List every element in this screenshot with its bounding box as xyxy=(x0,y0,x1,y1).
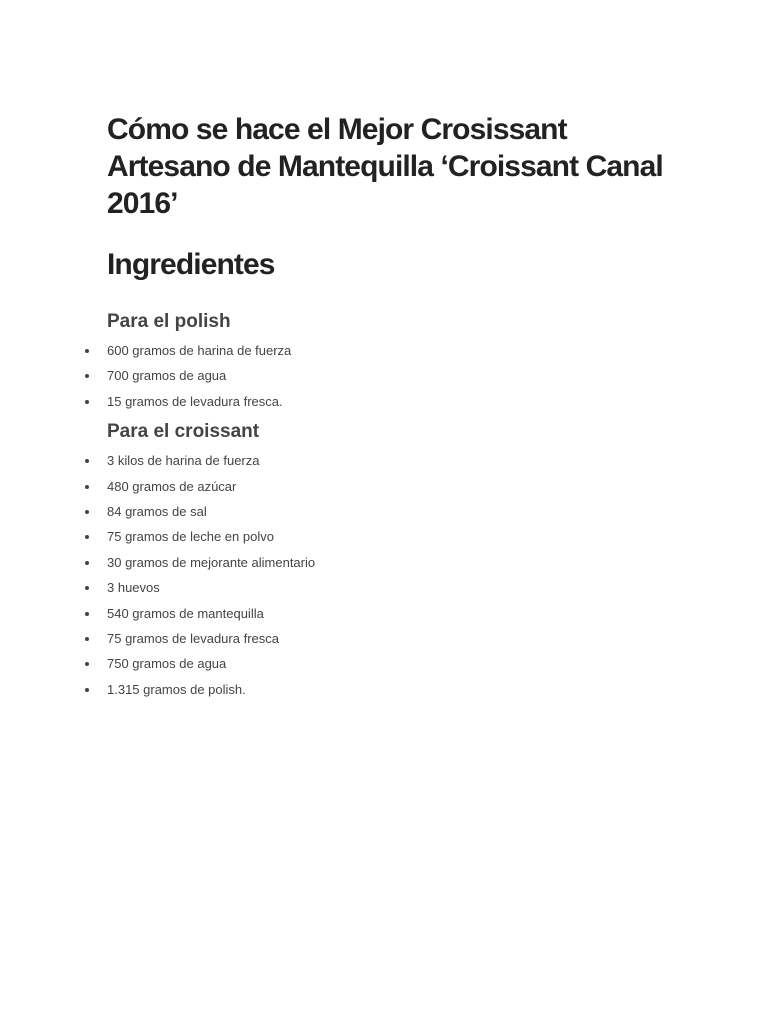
list-item: 700 gramos de agua xyxy=(107,363,667,388)
article-content xyxy=(107,111,667,702)
croissant-heading: Para el croissant xyxy=(107,421,260,443)
list-item: 30 gramos de mejorante alimentario xyxy=(107,550,667,575)
list-item: 3 kilos de harina de fuerza xyxy=(107,448,667,473)
list-item: 480 gramos de azúcar xyxy=(107,474,667,499)
page-title: Cómo se hace el Mejor Crosissant Artesano de Mantequilla ‘Croissant Canal 2016’ xyxy=(107,113,663,220)
list-item: 84 gramos de sal xyxy=(107,499,667,524)
list-item: 600 gramos de harina de fuerza xyxy=(107,338,667,363)
list-item: 3 huevos xyxy=(107,575,667,600)
ingredients-heading: Ingredientes xyxy=(107,248,275,281)
list-item: 1.315 gramos de polish. xyxy=(107,677,667,702)
list-item: 75 gramos de levadura fresca xyxy=(107,626,667,651)
list-item: 540 gramos de mantequilla xyxy=(107,601,667,626)
list-item: 15 gramos de levadura fresca. xyxy=(107,389,667,414)
croissant-ingredient-list xyxy=(107,448,667,702)
list-item: 75 gramos de leche en polvo xyxy=(107,524,667,549)
polish-ingredient-list xyxy=(107,338,667,414)
polish-heading: Para el polish xyxy=(107,311,231,332)
list-item: 750 gramos de agua xyxy=(107,651,667,676)
